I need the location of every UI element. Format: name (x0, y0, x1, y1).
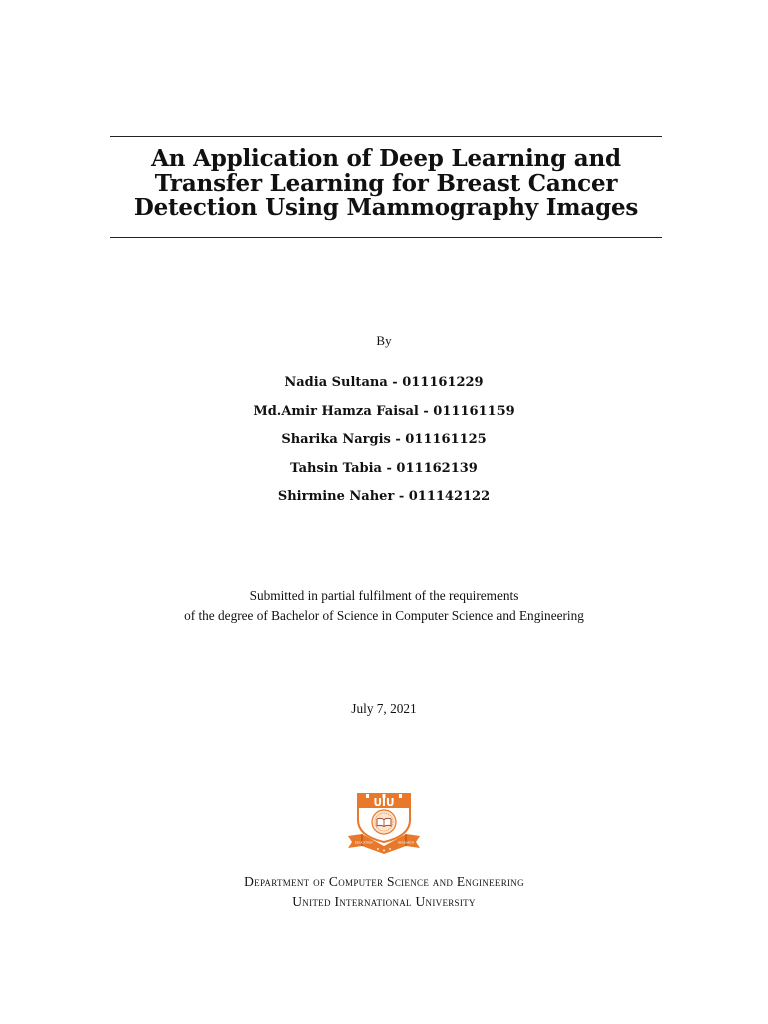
university-name: United International University (292, 894, 476, 909)
title-line-1: An Application of Deep Learning and (151, 145, 621, 172)
author-5: Shirmine Naher - 011142122 (277, 489, 491, 505)
author-2: Md.Amir Hamza Faisal - 011161159 (253, 403, 515, 419)
submission-date: July 7, 2021 (351, 701, 417, 716)
title-line-2: Transfer Learning for Breast Cancer (154, 169, 618, 197)
submission-statement (0, 586, 768, 626)
submission-line-1: Submitted in partial fulfilment of the requirements (249, 588, 519, 603)
thesis-title (110, 147, 662, 221)
by-label: By (376, 333, 392, 348)
title-bottom-rule (110, 237, 662, 238)
author-1: Nadia Sultana - 011161229 (284, 375, 484, 390)
uiu-logo-icon (344, 790, 424, 856)
title-top-rule (110, 136, 662, 137)
author-list (0, 374, 768, 517)
submission-line-2: of the degree of Bachelor of Science in Computer Science and Engineering (184, 608, 584, 623)
logo-banner-left: EDUCATION (355, 840, 373, 845)
logo-banner-right: RESEARCH (398, 840, 415, 845)
title-line-3: Detection Using Mammography Images (133, 194, 639, 221)
department-name: Department of Computer Science and Engineering (244, 874, 524, 889)
logo-text: UIU (373, 797, 395, 809)
author-4: Tahsin Tabia - 011162139 (290, 460, 478, 476)
department-block (0, 872, 768, 912)
author-3: Sharika Nargis - 011161125 (281, 432, 487, 448)
